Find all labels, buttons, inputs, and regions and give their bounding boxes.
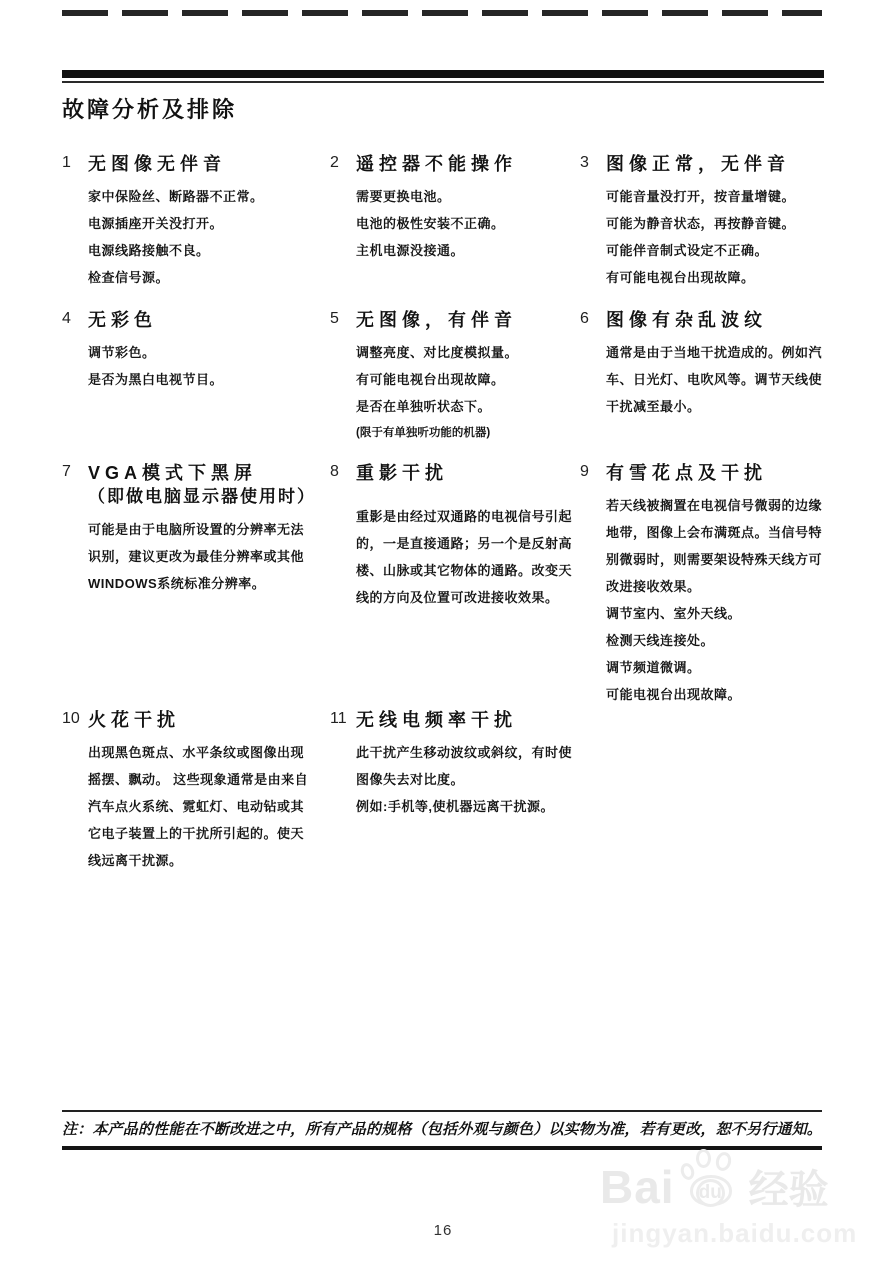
item-line: 检测天线连接处。 <box>606 633 715 648</box>
fault-row-4 <box>62 708 824 874</box>
item-body <box>356 183 580 264</box>
item-title: VGA模式下黑屏 <box>88 463 258 483</box>
fault-row-3 <box>62 461 824 708</box>
item-number: 9 <box>580 463 589 480</box>
item-line: 检查信号源。 <box>88 270 170 285</box>
baidu-paw-icon <box>679 1148 743 1210</box>
item-number: 10 <box>62 710 80 727</box>
item-title: 重影干扰 <box>356 463 448 483</box>
item-body <box>606 183 824 291</box>
item-title: 图像正常，无伴音 <box>606 154 790 174</box>
item-body <box>88 183 314 291</box>
item-body <box>606 339 824 420</box>
item-body <box>356 739 580 820</box>
item-line: 是否在单独听状态下。 <box>356 399 492 414</box>
item-line: 例如:手机等,使机器远离干扰源。 <box>356 799 554 814</box>
fault-item-10 <box>62 708 330 874</box>
item-body <box>88 516 314 597</box>
item-line: 可能为静音状态，再按静音键。 <box>606 216 796 231</box>
item-number: 7 <box>62 463 71 480</box>
item-line: 调整亮度、对比度模拟量。 <box>356 345 519 360</box>
item-number: 1 <box>62 154 71 171</box>
item-number: 8 <box>330 463 339 480</box>
item-line: 调节彩色。 <box>88 345 156 360</box>
note-rule-top <box>62 1110 822 1112</box>
item-line: 有可能电视台出现故障。 <box>606 270 755 285</box>
item-number: 11 <box>330 710 347 727</box>
page-title: 故障分析及排除 <box>62 97 238 122</box>
watermark-jingyan-text: 经验 <box>748 1168 829 1212</box>
item-number: 3 <box>580 154 589 171</box>
item-line: 家中保险丝、断路器不正常。 <box>88 189 264 204</box>
item-line: 可能电视台出现故障。 <box>606 687 742 702</box>
item-title: 遥控器不能操作 <box>356 154 517 174</box>
item-line: 电源线路接触不良。 <box>88 243 210 258</box>
fault-item-4 <box>62 308 330 461</box>
item-line: 调节频道微调。 <box>606 660 701 675</box>
item-line: 此干扰产生移动波纹或斜纹，有时使图像失去对比度。 <box>356 745 573 787</box>
fault-row-4-spacer <box>580 708 824 874</box>
fault-item-1 <box>62 152 330 308</box>
fault-item-2 <box>330 152 580 308</box>
fault-list <box>62 152 824 874</box>
item-title: 有雪花点及干扰 <box>606 463 767 483</box>
watermark-url: jingyan.baidu.com <box>612 1218 858 1248</box>
fault-item-6 <box>580 308 824 461</box>
item-body <box>356 503 580 611</box>
item-title: 无图像无伴音 <box>88 154 226 174</box>
item-line: 通常是由于当地干扰造成的。例如汽车、日光灯、电吹风等。调节天线使干扰减至最小。 <box>606 345 823 414</box>
page-header <box>62 70 824 124</box>
item-line: 电池的极性安装不正确。 <box>356 216 505 231</box>
watermark-bai-text: Bai <box>600 1161 675 1213</box>
item-number: 4 <box>62 310 71 327</box>
item-number: 5 <box>330 310 339 327</box>
item-line: 可能音量没打开，按音量增键。 <box>606 189 796 204</box>
watermark-du-text: du <box>696 1179 725 1207</box>
item-title: 火花干扰 <box>88 710 180 730</box>
item-line: 若天线被搁置在电视信号微弱的边缘地带，图像上会布满斑点。当信号特别微弱时，则需要架设特殊天线方可改进接收效果。 <box>606 498 823 594</box>
header-rule-thick <box>62 70 824 78</box>
fault-row-2 <box>62 308 824 461</box>
item-line: 调节室内、室外天线。 <box>606 606 742 621</box>
fault-item-7 <box>62 461 330 708</box>
item-line: 可能是由于电脑所设置的分辨率无法识别，建议更改为最佳分辨率或其他WINDOWS系统标准分辨率。 <box>88 522 305 591</box>
item-title: 无图像，有伴音 <box>356 310 517 330</box>
item-title: 无彩色 <box>88 310 157 330</box>
note-text: 注：本产品的性能在不断改进之中，所有产品的规格（包括外观与颜色）以实物为准，若有更改，恕不另行通知。 <box>62 1121 823 1138</box>
footer-note <box>62 1110 822 1150</box>
item-subtitle: （即做电脑显示器使用时） <box>88 487 316 506</box>
item-line: 主机电源没接通。 <box>356 243 465 258</box>
fault-item-8 <box>330 461 580 708</box>
item-line: 需要更换电池。 <box>356 189 451 204</box>
item-body <box>88 339 314 393</box>
header-rule-thin <box>62 81 824 83</box>
item-line: 可能伴音制式设定不正确。 <box>606 243 769 258</box>
item-line: (限于有单独听功能的机器) <box>356 427 491 439</box>
fault-item-5 <box>330 308 580 461</box>
item-title: 图像有杂乱波纹 <box>606 310 767 330</box>
item-number: 6 <box>580 310 589 327</box>
page-number: 16 <box>433 1222 453 1239</box>
item-line: 重影是由经过双通路的电视信号引起的，一是直接通路；另一个是反射高楼、山脉或其它物体的通路。改变天线的方向及位置可改进接收效果。 <box>356 509 573 605</box>
item-line: 有可能电视台出现故障。 <box>356 372 505 387</box>
item-body <box>356 339 580 447</box>
item-title: 无线电频率干扰 <box>356 710 517 730</box>
fault-row-1 <box>62 152 824 308</box>
item-body <box>88 739 314 874</box>
item-line: 出现黑色斑点、水平条纹或图像出现摇摆、飘动。 这些现象通常是由来自汽车点火系统、霓虹灯、电动钻或其它电子装置上的干扰所引起的。使天线远离干扰源。 <box>88 745 309 868</box>
fault-item-11 <box>330 708 580 874</box>
item-line: 电源插座开关没打开。 <box>88 216 224 231</box>
item-line: 是否为黑白电视节目。 <box>88 372 224 387</box>
item-body <box>606 492 824 708</box>
fault-item-9 <box>580 461 824 708</box>
item-number: 2 <box>330 154 339 171</box>
fault-item-3 <box>580 152 824 308</box>
